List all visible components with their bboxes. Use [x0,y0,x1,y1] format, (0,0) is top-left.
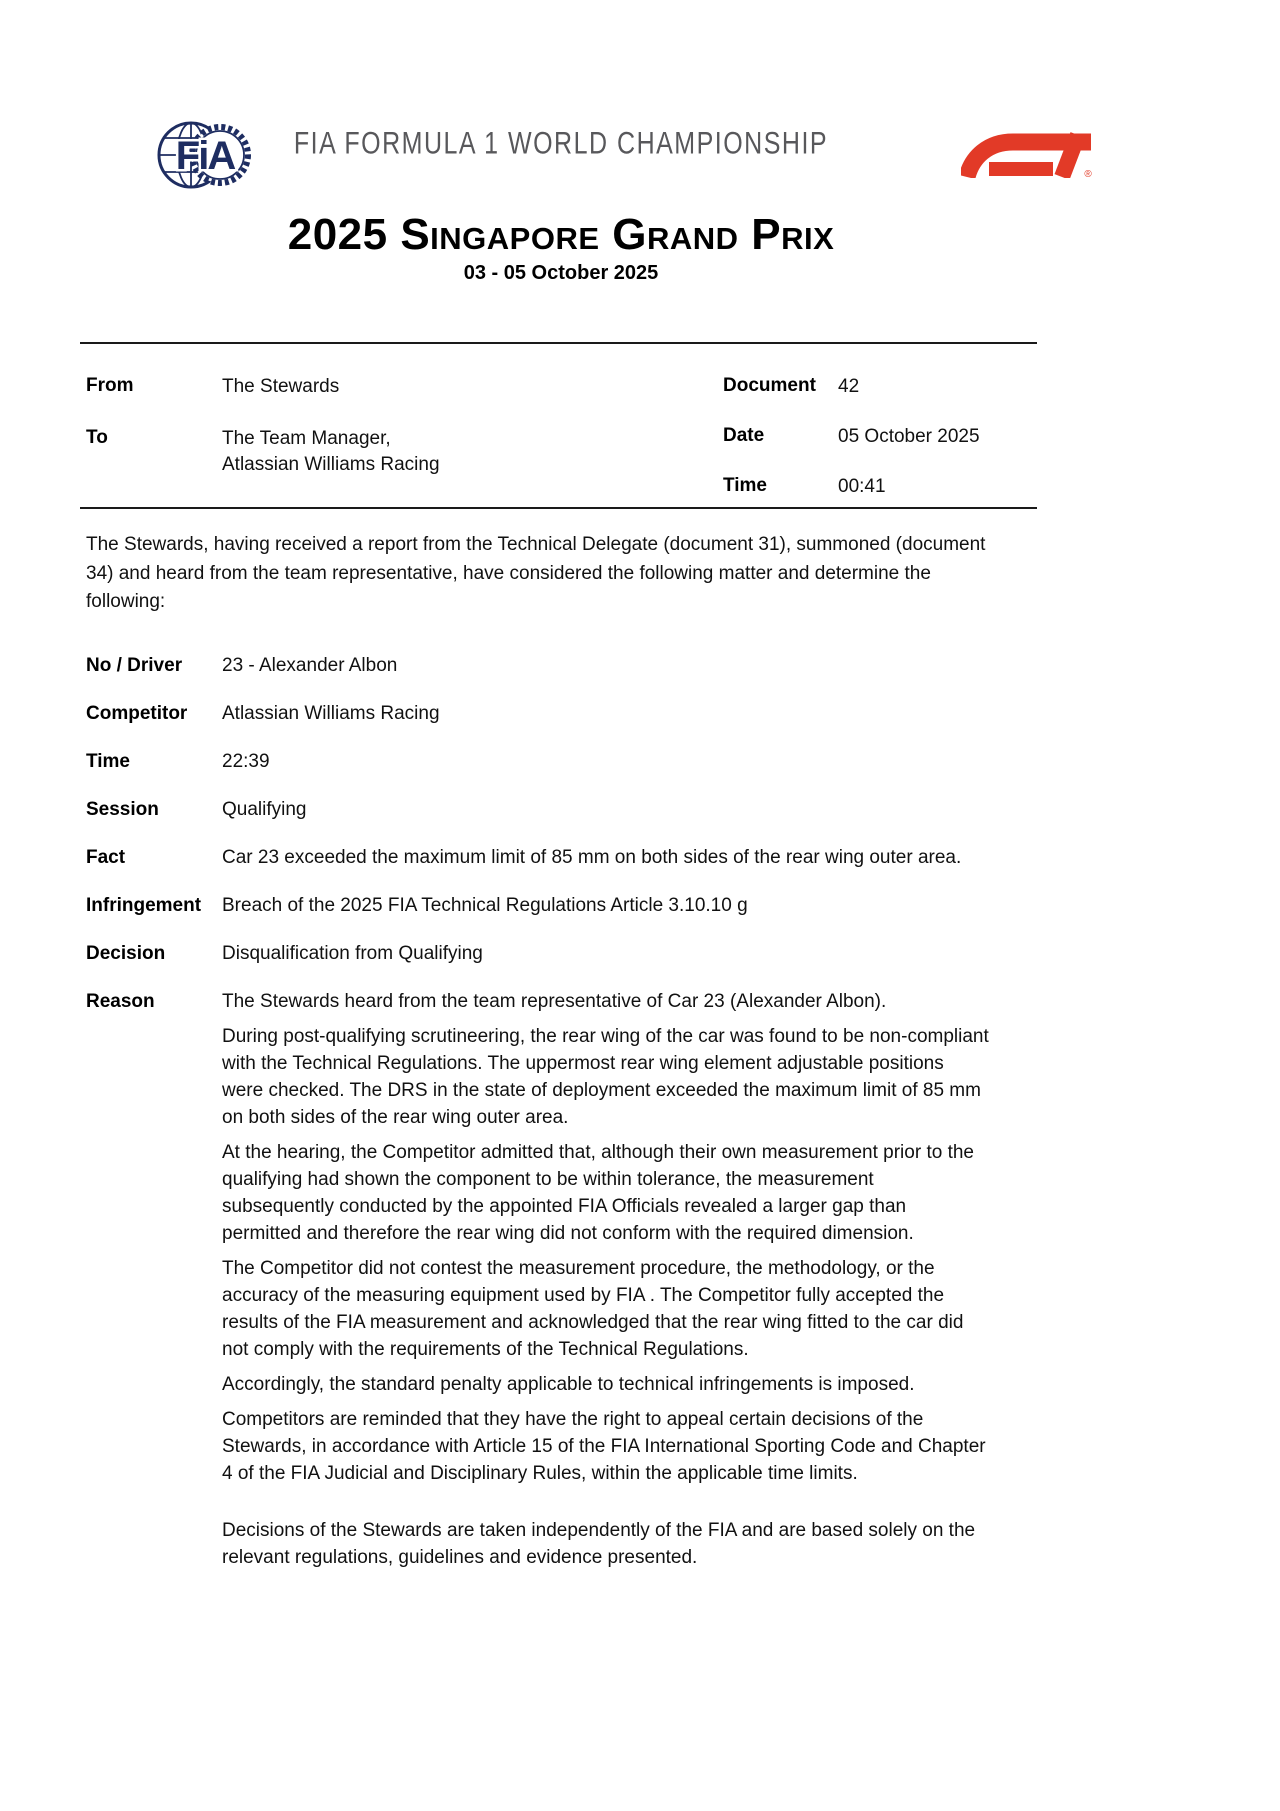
fia-logo-text: FiA [175,134,235,178]
field-no-driver [86,652,1036,679]
field-competitor [86,700,1036,727]
divider-top [80,342,1037,344]
date-row [723,424,1036,450]
no-driver-label: No / Driver [86,655,183,676]
time-label: Time [723,475,768,496]
field-reason [86,988,1036,1571]
reason-paragraph: During post-qualifying scrutineering, the rear wing of the car was found to be non-compliant with the Technical Regulations. The uppermost rear wing element adjustable positions were checked. The DRS in the state of deployment exceeded the maximum limit of 85 mm on both sides of the rear wing outer area. [222,1026,989,1128]
time-field-value: 22:39 [222,751,270,772]
no-driver-value: 23 - Alexander Albon [222,655,398,676]
event-dates: 03 - 05 October 2025 [463,262,659,284]
reason-paragraph: At the hearing, the Competitor admitted that, although their own measurement prior to the qualifying had shown the component to be within tolerance, the measurement subsequently conducted by the appointed FIA Officials revealed a larger gap than permitted and therefore the rear wing did not conform with the required dimension. [222,1142,974,1244]
field-time [86,748,1036,775]
from-value: The Stewards [222,376,340,397]
reason-paragraph: Competitors are reminded that they have the right to appeal certain decisions of the Stewards, in accordance with Article 15 of the FIA International Sporting Code and Chapter 4 of the FIA Judicial and Disciplinary Rules, within the applicable time limits. [222,1409,986,1484]
fact-value: Car 23 exceeded the maximum limit of 85 mm on both sides of the rear wing outer area. [222,847,962,868]
field-fact [86,844,1036,871]
f1-logo-graphic [961,130,1093,178]
document-value: 42 [838,376,860,397]
reason-paragraph: Accordingly, the standard penalty applicable to technical infringements is imposed. [222,1374,915,1395]
session-value: Qualifying [222,799,307,820]
to-value [222,426,646,478]
to-value-line1: The Team Manager, [222,428,391,449]
session-label: Session [86,799,159,820]
infringement-value: Breach of the 2025 FIA Technical Regulations Article 3.10.10 g [222,895,748,916]
field-session [86,796,1036,823]
infringement-label: Infringement [86,895,202,916]
competitor-value: Atlassian Williams Racing [222,703,440,724]
field-decision [86,940,1036,967]
fact-label: Fact [86,847,126,868]
competitor-label: Competitor [86,703,188,724]
registered-trademark-icon: ® [1084,169,1092,178]
intro-paragraph: The Stewards, having received a report from the Technical Delegate (document 31), summoned (document 34) and heard from the team representative, have considered the following matter and determine the following: [86,534,986,612]
to-row [86,426,646,478]
from-row [86,374,646,400]
document-label: Document [723,375,816,396]
date-value: 05 October 2025 [838,426,980,447]
to-label: To [86,427,108,448]
date-label: Date [723,425,765,446]
fields-section [86,652,1036,1592]
time-row [723,474,1036,500]
meta-right-column [723,374,1036,524]
reason-value [222,988,990,1571]
decision-value: Disqualification from Qualifying [222,943,483,964]
reason-label: Reason [86,991,155,1012]
reason-paragraph-independence: Decisions of the Stewards are taken independently of the FIA and are based solely on the relevant regulations, guidelines and evidence presented. [222,1520,976,1568]
to-value-line2: Atlassian Williams Racing [222,454,440,475]
field-infringement [86,892,1036,919]
event-title: 2025 Singapore Grand Prix [287,210,835,259]
from-label: From [86,375,134,396]
reason-paragraph: The Competitor did not contest the measurement procedure, the methodology, or the accuracy of the measuring equipment used by FIA . The Competitor fully accepted the results of the FIA measurement and acknowledged that the rear wing fitted to the car did not comply with the requirements of the Technical Regulations. [222,1258,964,1360]
meta-left-column [86,374,646,504]
time-value: 00:41 [838,476,886,497]
divider-meta [80,507,1037,509]
decision-label: Decision [86,943,166,964]
time-field-label: Time [86,751,131,772]
reason-paragraph: The Stewards heard from the team representative of Car 23 (Alexander Albon). [222,991,887,1012]
championship-heading: FIA FORMULA 1 WORLD CHAMPIONSHIP [293,126,829,161]
document-row [723,374,1036,400]
f1-logo [961,130,1093,178]
